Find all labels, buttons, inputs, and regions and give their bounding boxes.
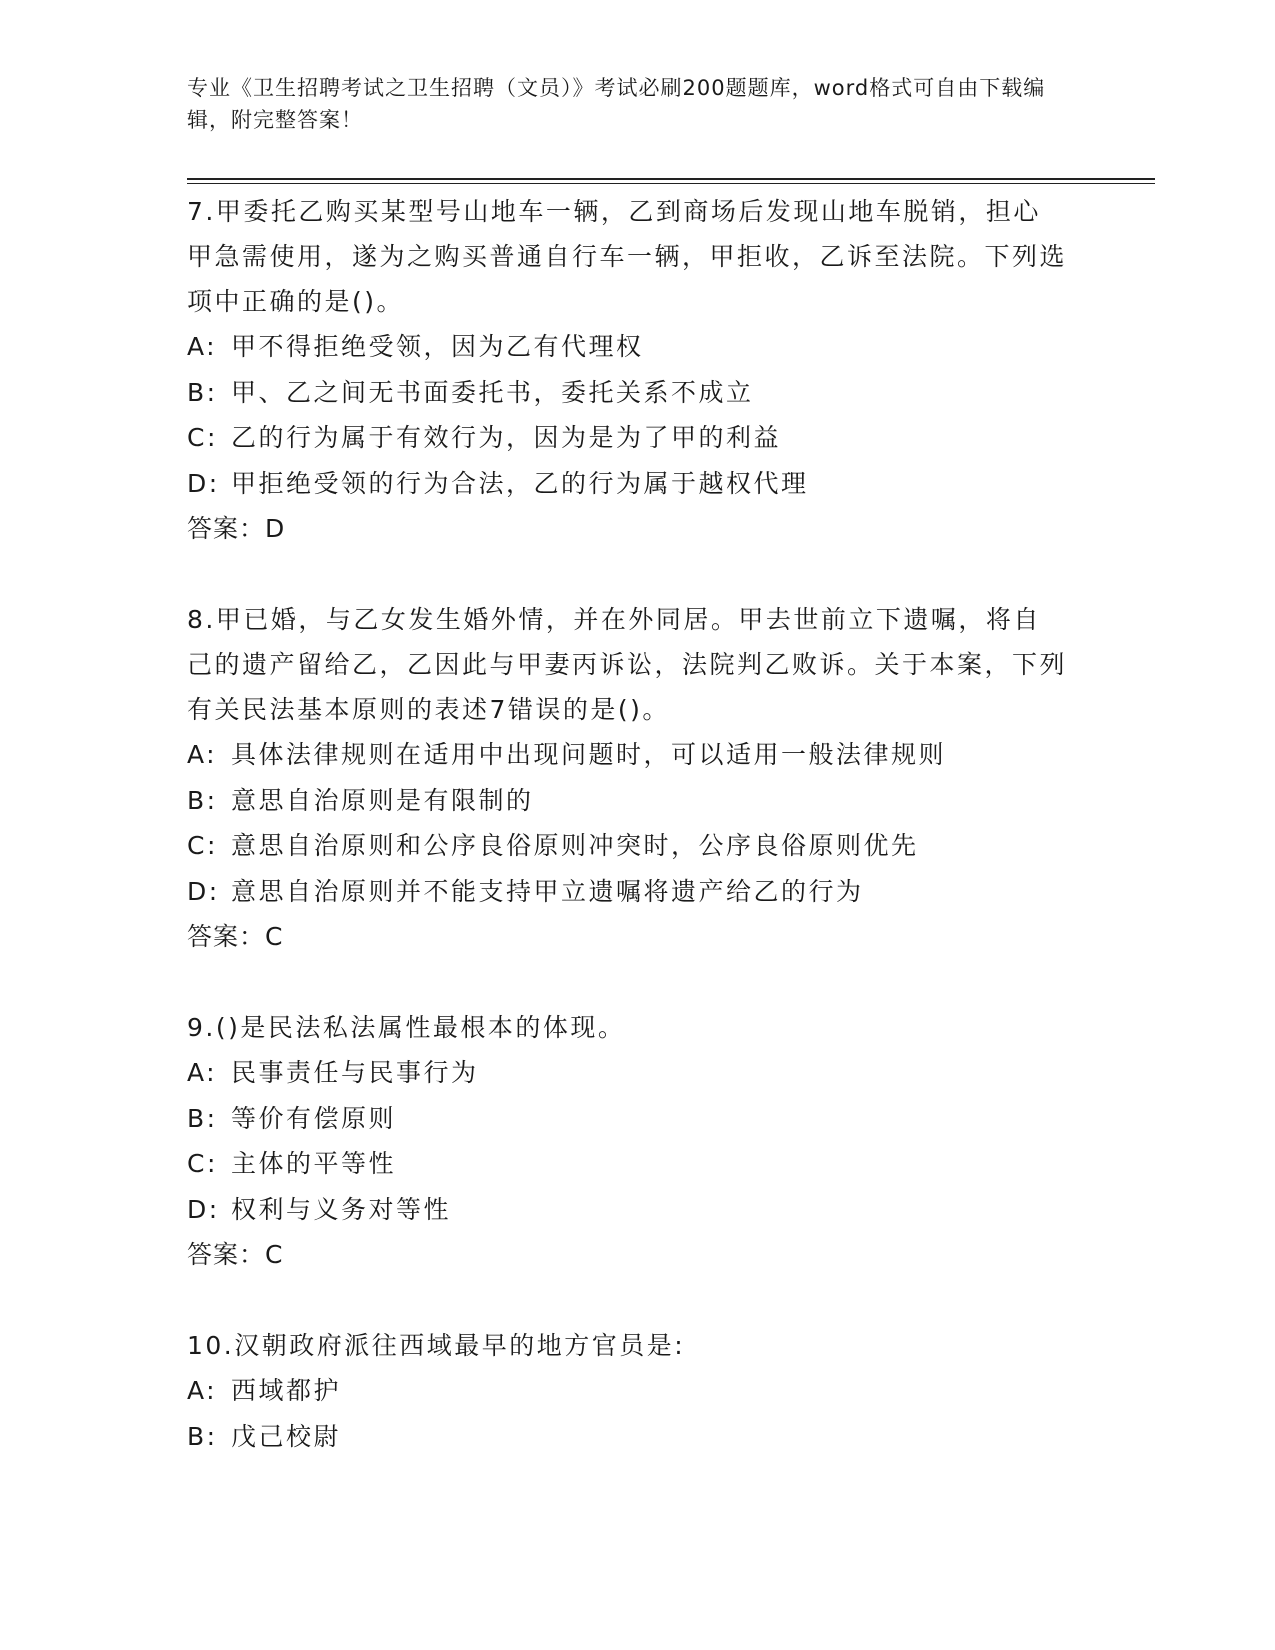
- option-text: 戊己校尉: [231, 1421, 342, 1451]
- question-9: [187, 1005, 1067, 1277]
- question-10: [187, 1323, 1067, 1459]
- option-key: D:: [187, 468, 220, 498]
- option-text: 甲不得拒绝受领，因为乙有代理权: [231, 332, 644, 361]
- option-d: [187, 1187, 1067, 1233]
- option-d: [187, 461, 1067, 507]
- option-c: [187, 1141, 1067, 1187]
- question-list: [187, 189, 1067, 1505]
- option-b: [187, 1096, 1067, 1142]
- option-text: 等价有偿原则: [231, 1103, 397, 1133]
- document-header: 专业《卫生招聘考试之卫生招聘（文员）》考试必刷200题题库，word格式可自由下载编辑，附完整答案！: [187, 76, 1046, 132]
- option-text: 甲拒绝受领的行为合法，乙的行为属于越权代理: [231, 468, 809, 498]
- answer: 答案：C: [187, 922, 284, 951]
- option-key: C:: [187, 423, 218, 452]
- question-text: 9.()是民法私法属性最根本的体现。: [187, 1013, 626, 1042]
- option-key: D:: [187, 1194, 220, 1224]
- option-text: 意思自治原则是有限制的: [231, 785, 534, 815]
- option-a: [187, 324, 1067, 370]
- option-text: 西域都护: [231, 1376, 342, 1405]
- option-a: [187, 1050, 1067, 1096]
- option-c: [187, 415, 1067, 461]
- option-key: C:: [187, 1149, 218, 1178]
- question-text: 8.甲已婚，与乙女发生婚外情，并在外同居。甲去世前立下遗嘱，将自己的遗产留给乙，乙因此与甲妻丙诉讼，法院判乙败诉。关于本案，下列有关民法基本原则的表述7错误的是()。: [187, 605, 1068, 724]
- option-c: [187, 823, 1067, 869]
- option-b: [187, 370, 1067, 416]
- option-text: 意思自治原则并不能支持甲立遗嘱将遗产给乙的行为: [231, 876, 864, 906]
- option-key: B:: [187, 377, 218, 407]
- answer: 答案：D: [187, 514, 286, 543]
- option-text: 民事责任与民事行为: [231, 1058, 479, 1087]
- option-b: [187, 778, 1067, 824]
- option-key: A:: [187, 1376, 218, 1405]
- question-text: 10.汉朝政府派往西域最早的地方官员是:: [187, 1331, 686, 1360]
- question-7: [187, 189, 1067, 551]
- option-d: [187, 869, 1067, 915]
- option-text: 甲、乙之间无书面委托书，委托关系不成立: [231, 377, 754, 407]
- question-text: 7.甲委托乙购买某型号山地车一辆，乙到商场后发现山地车脱销，担心甲急需使用，遂为之购买普通自行车一辆，甲拒收，乙诉至法院。下列选项中正确的是()。: [187, 197, 1068, 316]
- option-a: [187, 732, 1067, 778]
- option-key: C:: [187, 831, 218, 860]
- option-key: B:: [187, 1421, 218, 1451]
- option-key: B:: [187, 785, 218, 815]
- option-key: D:: [187, 876, 220, 906]
- question-8: [187, 597, 1067, 959]
- option-text: 权利与义务对等性: [231, 1194, 452, 1224]
- header-rule-thick: [187, 178, 1155, 180]
- option-key: A:: [187, 1058, 218, 1087]
- option-a: [187, 1368, 1067, 1414]
- option-key: A:: [187, 332, 218, 361]
- option-text: 主体的平等性: [231, 1149, 397, 1178]
- answer: 答案：C: [187, 1240, 284, 1269]
- option-text: 具体法律规则在适用中出现问题时，可以适用一般法律规则: [231, 740, 947, 769]
- option-b: [187, 1414, 1067, 1460]
- option-text: 意思自治原则和公序良俗原则冲突时，公序良俗原则优先: [231, 831, 919, 860]
- option-key: A:: [187, 740, 218, 769]
- header-rule-thin: [187, 183, 1155, 184]
- option-text: 乙的行为属于有效行为，因为是为了甲的利益: [231, 423, 782, 452]
- option-key: B:: [187, 1103, 218, 1133]
